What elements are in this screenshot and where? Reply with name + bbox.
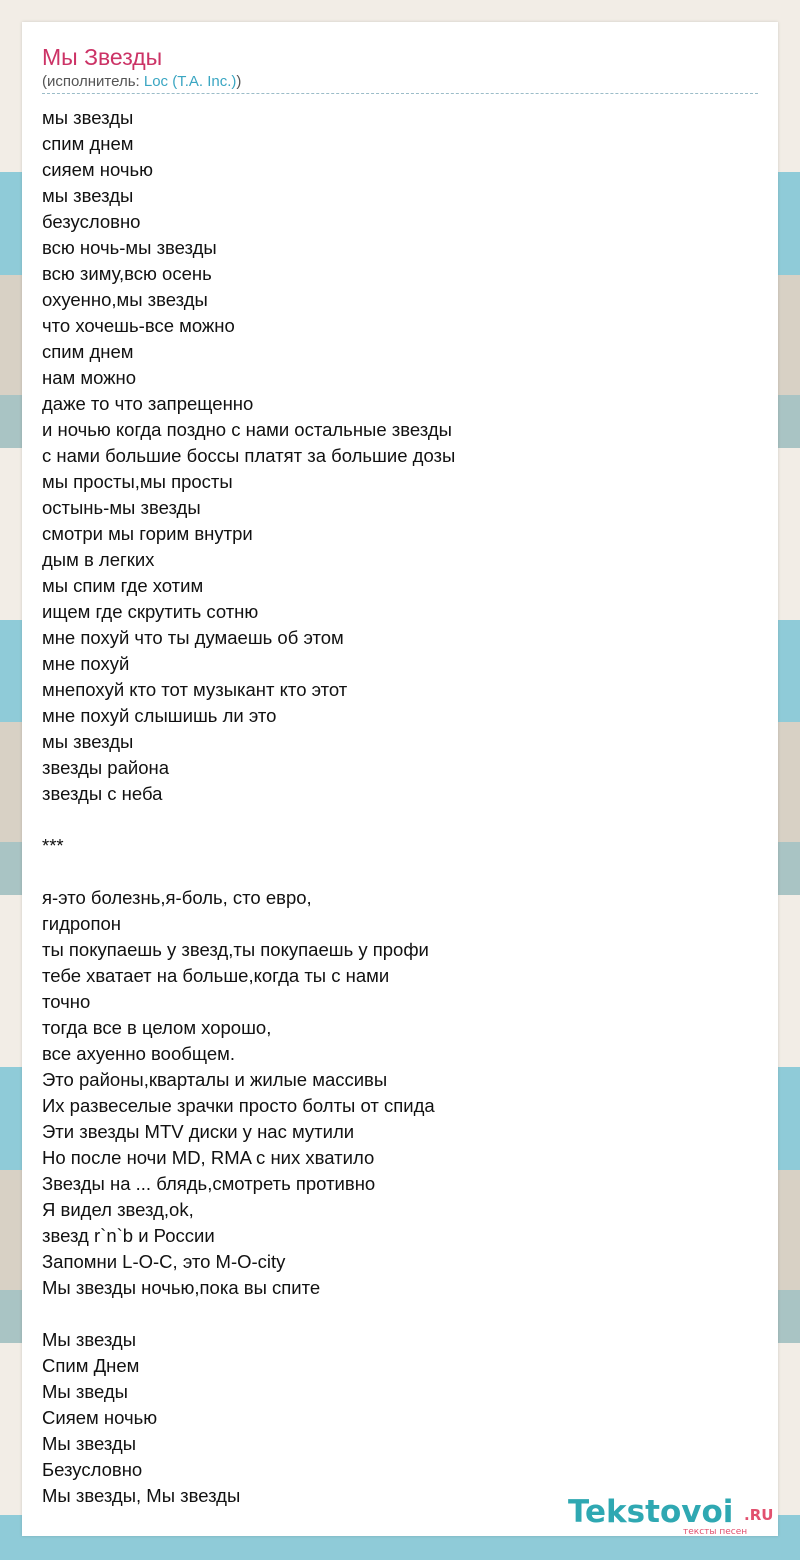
lyrics-text: мы звезды спим днем сияем ночью мы звезды безусловно всю ночь-мы звезды всю зиму,всю осень охуенно,мы звезды что хочешь-все можно спим днем нам можно даже то что запрещенно и ночью когда поздно с нами остальные звезды с нами большие боссы платят за большие дозы мы просты,мы просты остынь-мы звезды смотри мы горим внутри дым в легких мы спим где хотим ищем где скрутить сотню мне похуй что ты думаешь об этом мне похуй мнепохуй кто тот музыкант кто этот мне похуй слышишь ли это мы звезды звезды района звезды с неба *** я-это болезнь,я-боль, сто евро, гидропон ты покупаешь у звезд,ты покупаешь у профи тебе хватает на больше,когда ты с нами точно тогда все в целом хорошо, все ахуенно вообщем. Это районы,кварталы и жилые массивы Их развеселые зрачки просто болты от спида Эти звезды MTV диски у нас мутили Но после ночи MD, RMA с них хватило Звезды на ... блядь,смотреть противно Я видел звезд,ok, звезд r`n`b и России Запомни L-O-C, это M-O-city Мы звезды ночью,пока вы спите Мы звезды Спим Днем Мы зведы Сияем ночью Мы звезды Безусловно Мы звезды, Мы звезды <box>42 107 456 1506</box>
logo-main-text: Tekstovoi <box>568 1494 734 1530</box>
logo-domain-text: .RU <box>744 1506 774 1524</box>
artist-link[interactable]: Loc (T.A. Inc.) <box>143 73 237 90</box>
artist-line <box>42 72 241 92</box>
logo-tagline: тексты песен <box>683 1527 748 1537</box>
song-title: Мы Звезды <box>42 44 163 70</box>
lyrics-card <box>22 22 778 1536</box>
artist-prefix: (исполнитель: <box>42 73 144 90</box>
artist-suffix: ) <box>236 73 242 90</box>
site-logo[interactable] <box>568 1494 778 1536</box>
dashed-divider <box>42 93 758 94</box>
